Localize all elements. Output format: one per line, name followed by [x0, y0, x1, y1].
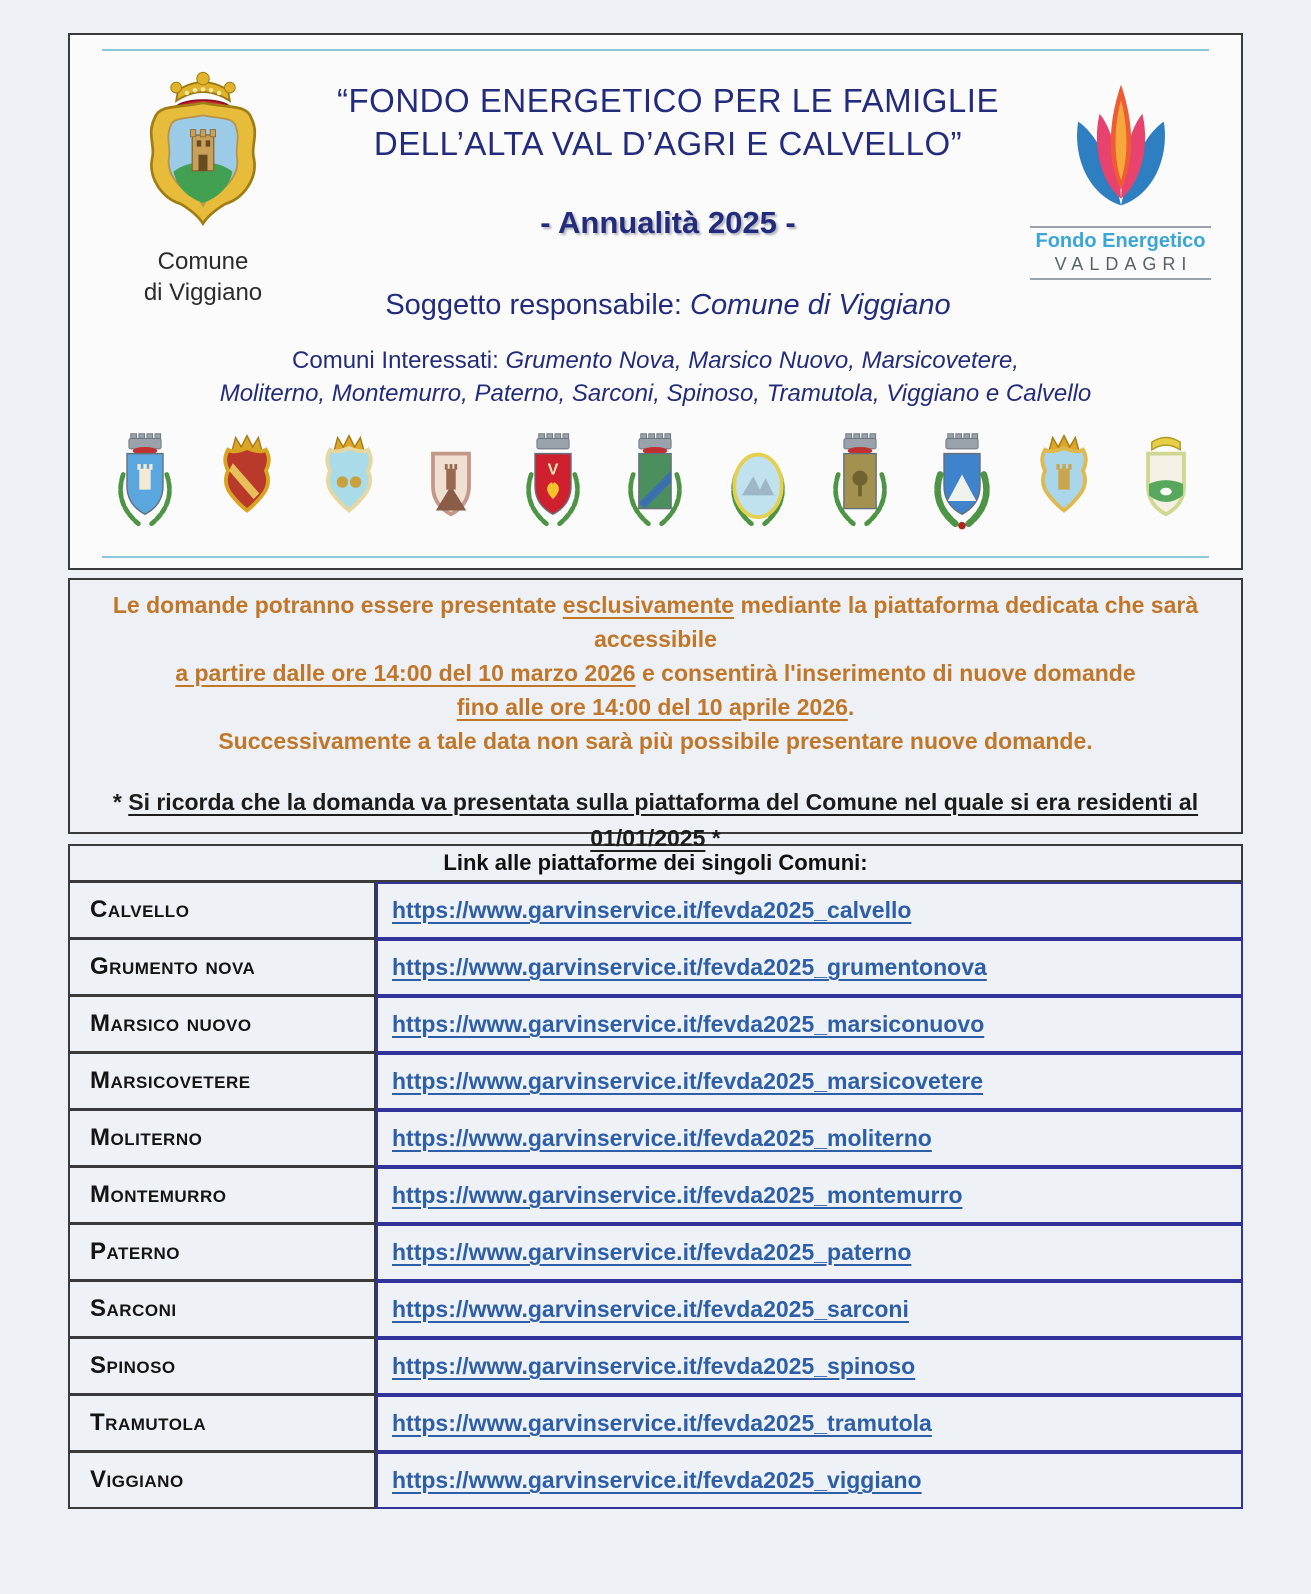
comune-name: Calvello: [90, 896, 190, 923]
left-logo-caption-line2: di Viggiano: [143, 279, 263, 306]
municipal-crest-icon: [1021, 429, 1107, 542]
municipal-crest-icon: [715, 429, 801, 542]
comune-name: Tramutola: [90, 1409, 207, 1436]
municipal-crest-icon: [306, 429, 392, 542]
responsible-value: Comune di Viggiano: [690, 289, 951, 321]
annuality-subtitle: - Annualità 2025 -: [540, 205, 796, 240]
comune-name: Marsico nuovo: [90, 1010, 252, 1037]
table-row: [68, 1167, 1243, 1224]
valdagri-flame-icon: [1062, 206, 1180, 223]
municipal-crests-row: [88, 430, 1223, 542]
responsible-line: Soggetto responsabile: Comune di Viggiano: [385, 289, 951, 321]
platform-link[interactable]: https://www.garvinservice.it/fevda2025_marsiconuovo: [392, 1011, 985, 1037]
platform-link[interactable]: https://www.garvinservice.it/fevda2025_paterno: [392, 1239, 912, 1265]
fondo-energetico-label: Fondo Energetico: [1035, 230, 1206, 252]
comune-name: Marsicovetere: [90, 1067, 251, 1094]
municipal-crest-icon: [919, 429, 1005, 542]
comune-name: Grumento nova: [90, 953, 256, 980]
table-row: [68, 1110, 1243, 1167]
document: [68, 0, 1243, 1509]
svg-text:V: V: [548, 460, 559, 479]
valdagri-label: VALDAGRI: [1054, 254, 1193, 274]
platform-link[interactable]: https://www.garvinservice.it/fevda2025_spinoso: [392, 1353, 916, 1379]
table-row: [68, 1053, 1243, 1110]
table-row: [68, 882, 1243, 939]
logo-divider-top: [1030, 226, 1211, 228]
links-table-body: [68, 882, 1243, 1509]
platform-link[interactable]: https://www.garvinservice.it/fevda2025_calvello: [392, 897, 912, 923]
table-row: [68, 1224, 1243, 1281]
divider-top: [102, 49, 1209, 51]
header-section: [68, 33, 1243, 570]
platform-link[interactable]: https://www.garvinservice.it/fevda2025_marsicovetere: [392, 1068, 984, 1094]
municipal-crest-icon: [817, 429, 903, 542]
comune-name: Paterno: [90, 1238, 181, 1265]
platform-link[interactable]: https://www.garvinservice.it/fevda2025_montemurro: [392, 1182, 963, 1208]
platform-link[interactable]: https://www.garvinservice.it/fevda2025_moliterno: [392, 1125, 932, 1151]
notice-line-4: Successivamente a tale data non sarà più possibile presentare nuove domande.: [218, 728, 1093, 754]
municipal-crest-icon: [510, 429, 596, 542]
residency-note: * Si ricorda che la domanda va presentata sulla piattaforma del Comune nel quale si era residenti al 01/01/2025 *: [112, 789, 1199, 851]
fondo-energetico-logo: [1018, 67, 1223, 282]
viggiano-crest-icon: [133, 224, 273, 241]
municipal-crest-icon: [204, 429, 290, 542]
table-row: [68, 996, 1243, 1053]
municipal-crest-icon: [102, 429, 188, 542]
municipal-crest-icon: [408, 429, 494, 542]
comuni-interessati: Comuni Interessati: Grumento Nova, Marsico Nuovo, Marsicovetere, Moliterno, Montemurro, Paterno, Sarconi, Spinoso, Tramutola, Viggiano e Calvello: [219, 347, 1092, 407]
comune-name: Spinoso: [90, 1352, 176, 1379]
table-row: [68, 1281, 1243, 1338]
links-table-header: Link alle piattaforme dei singoli Comuni:: [68, 844, 1243, 882]
platform-link[interactable]: https://www.garvinservice.it/fevda2025_tramutola: [392, 1410, 932, 1436]
comune-name: Sarconi: [90, 1295, 177, 1322]
table-row: [68, 939, 1243, 996]
left-logo-caption-line1: Comune: [157, 248, 249, 275]
comune-name: Montemurro: [90, 1181, 227, 1208]
divider-bottom: [102, 556, 1209, 558]
notice-section: [68, 578, 1243, 851]
logo-divider-bottom: [1030, 278, 1211, 280]
comune-name: Viggiano: [90, 1466, 184, 1493]
table-row: [68, 1395, 1243, 1452]
comune-name: Moliterno: [90, 1124, 203, 1151]
table-row: [68, 1452, 1243, 1509]
notice-line-3: fino alle ore 14:00 del 10 aprile 2026.: [456, 694, 855, 720]
municipal-crest-icon: [612, 429, 698, 542]
links-table: [68, 844, 1243, 1509]
comune-viggiano-logo: [88, 67, 318, 308]
table-row: [68, 1338, 1243, 1395]
platform-link[interactable]: https://www.garvinservice.it/fevda2025_grumentonova: [392, 954, 987, 980]
platform-link[interactable]: https://www.garvinservice.it/fevda2025_sarconi: [392, 1296, 909, 1322]
page-title: “FONDO ENERGETICO PER LE FAMIGLIE DELL’ALTA VAL D’AGRI E CALVELLO”: [337, 82, 999, 162]
notice-line-2: a partire dalle ore 14:00 del 10 marzo 2026 e consentirà l'inserimento di nuove domande: [175, 660, 1136, 686]
platform-link[interactable]: https://www.garvinservice.it/fevda2025_viggiano: [392, 1467, 922, 1493]
notice-line-1: Le domande potranno essere presentate esclusivamente mediante la piattaforma dedicata che sarà accessibile: [112, 592, 1199, 652]
municipal-crest-icon: [1123, 429, 1209, 542]
